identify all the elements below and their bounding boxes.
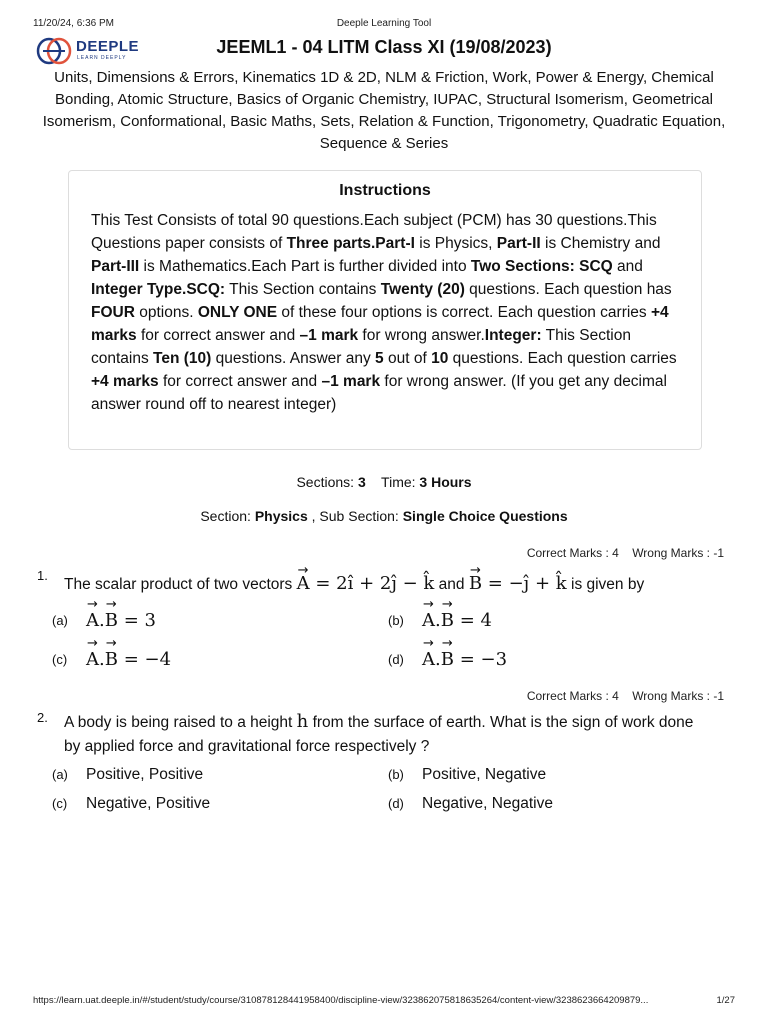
correct-marks: Correct Marks : 4 <box>526 546 619 560</box>
question-2-option-d[interactable]: (d) Negative, Negative <box>388 795 553 812</box>
correct-marks: Correct Marks : 4 <box>526 689 619 703</box>
instructions-panel <box>68 170 702 450</box>
question-1-text: The scalar product of two vectors → A = 2î + 2ĵ − k̂ and → B = −ĵ + k̂ is given by <box>64 572 718 597</box>
question-1-option-d[interactable]: (d)→ A.→ B = −3 <box>388 649 507 670</box>
question-1-option-a[interactable]: (a)→ A.→ B = 3 <box>52 610 156 631</box>
question-2-number: 2. <box>37 710 48 725</box>
print-header <box>33 18 735 32</box>
question-1-number: 1. <box>37 568 48 583</box>
instructions-heading: Instructions <box>339 182 431 199</box>
section-label: Section: <box>200 508 251 524</box>
wrong-marks: Wrong Marks : -1 <box>632 689 724 703</box>
time-value: 3 Hours <box>419 474 472 490</box>
print-timestamp: 11/20/24, 6:36 PM <box>33 18 114 29</box>
section-value: Physics <box>254 508 308 524</box>
logo-tagline: LEARN DEEPLY <box>77 55 127 61</box>
question-1-option-c[interactable]: (c)→ A.→ B = −4 <box>52 649 171 670</box>
wrong-marks: Wrong Marks : -1 <box>632 546 724 560</box>
instructions-text: This Test Consists of total 90 questions.Each subject (PCM) has 30 questions.This Questions paper consists of Three parts.Part-I is Physics, Part-II is Chemistry and Part-III is Mathematics.Each Part is further divided into Two Sections: SCQ and Integer Type.SCQ: This Section contains Twenty (20) questions. Each question has FOUR options. ONLY ONE of these four options is correct. Each question carries +4 marks for correct answer and –1 mark for wrong answer.Integer: This Section contains Ten (10) questions. Answer any 5 out of 10 questions. Each question carries +4 marks for correct answer and –1 mark for wrong answer. (If you get any decimal answer round off to nearest integer) <box>91 212 677 413</box>
page-url: https://learn.uat.deeple.in/#/student/study/course/310878128441958400/discipline-view/323862075818635264/content-view/3238623664209879... <box>33 995 649 1006</box>
sub-section-value: Single Choice Questions <box>402 508 568 524</box>
time-label: Time: <box>381 474 416 490</box>
print-title: Deeple Learning Tool <box>336 18 432 29</box>
logo-wordmark: DEEPLE <box>76 38 140 55</box>
section-info <box>0 508 768 524</box>
question-1-option-b[interactable]: (b)→ A.→ B = 4 <box>388 610 492 631</box>
question-2-option-b[interactable]: (b) Positive, Negative <box>388 766 547 783</box>
question-2-marks <box>527 689 724 703</box>
page-number: 1/27 <box>716 995 735 1006</box>
question-2-text: A body is being raised to a height h from the surface of earth. What is the sign of work done by applied force and gravitational force respectively ? <box>64 711 694 755</box>
sub-section-label: , Sub Section: <box>311 508 399 524</box>
question-1-marks <box>527 546 724 560</box>
test-summary <box>0 474 768 490</box>
question-2-option-c[interactable]: (c) Negative, Positive <box>52 795 211 812</box>
sections-label: Sections: <box>296 474 355 490</box>
page-title: JEEML1 - 04 LITM Class XI (19/08/2023) <box>216 37 552 57</box>
topics-list: Units, Dimensions & Errors, Kinematics 1D & 2D, NLM & Friction, Work, Power & Energy, Chemical Bonding, Atomic Structure, Basics of Organic Chemistry, IUPAC, Structural Isomerism, Geometrical Isomerism, Conformational, Basic Maths, Sets, Relation & Function, Trigonometry, Quadratic Equation, Sequence & Series <box>42 69 726 152</box>
question-2-option-a[interactable]: (a) Positive, Positive <box>52 766 204 783</box>
sections-value: 3 <box>357 474 366 490</box>
